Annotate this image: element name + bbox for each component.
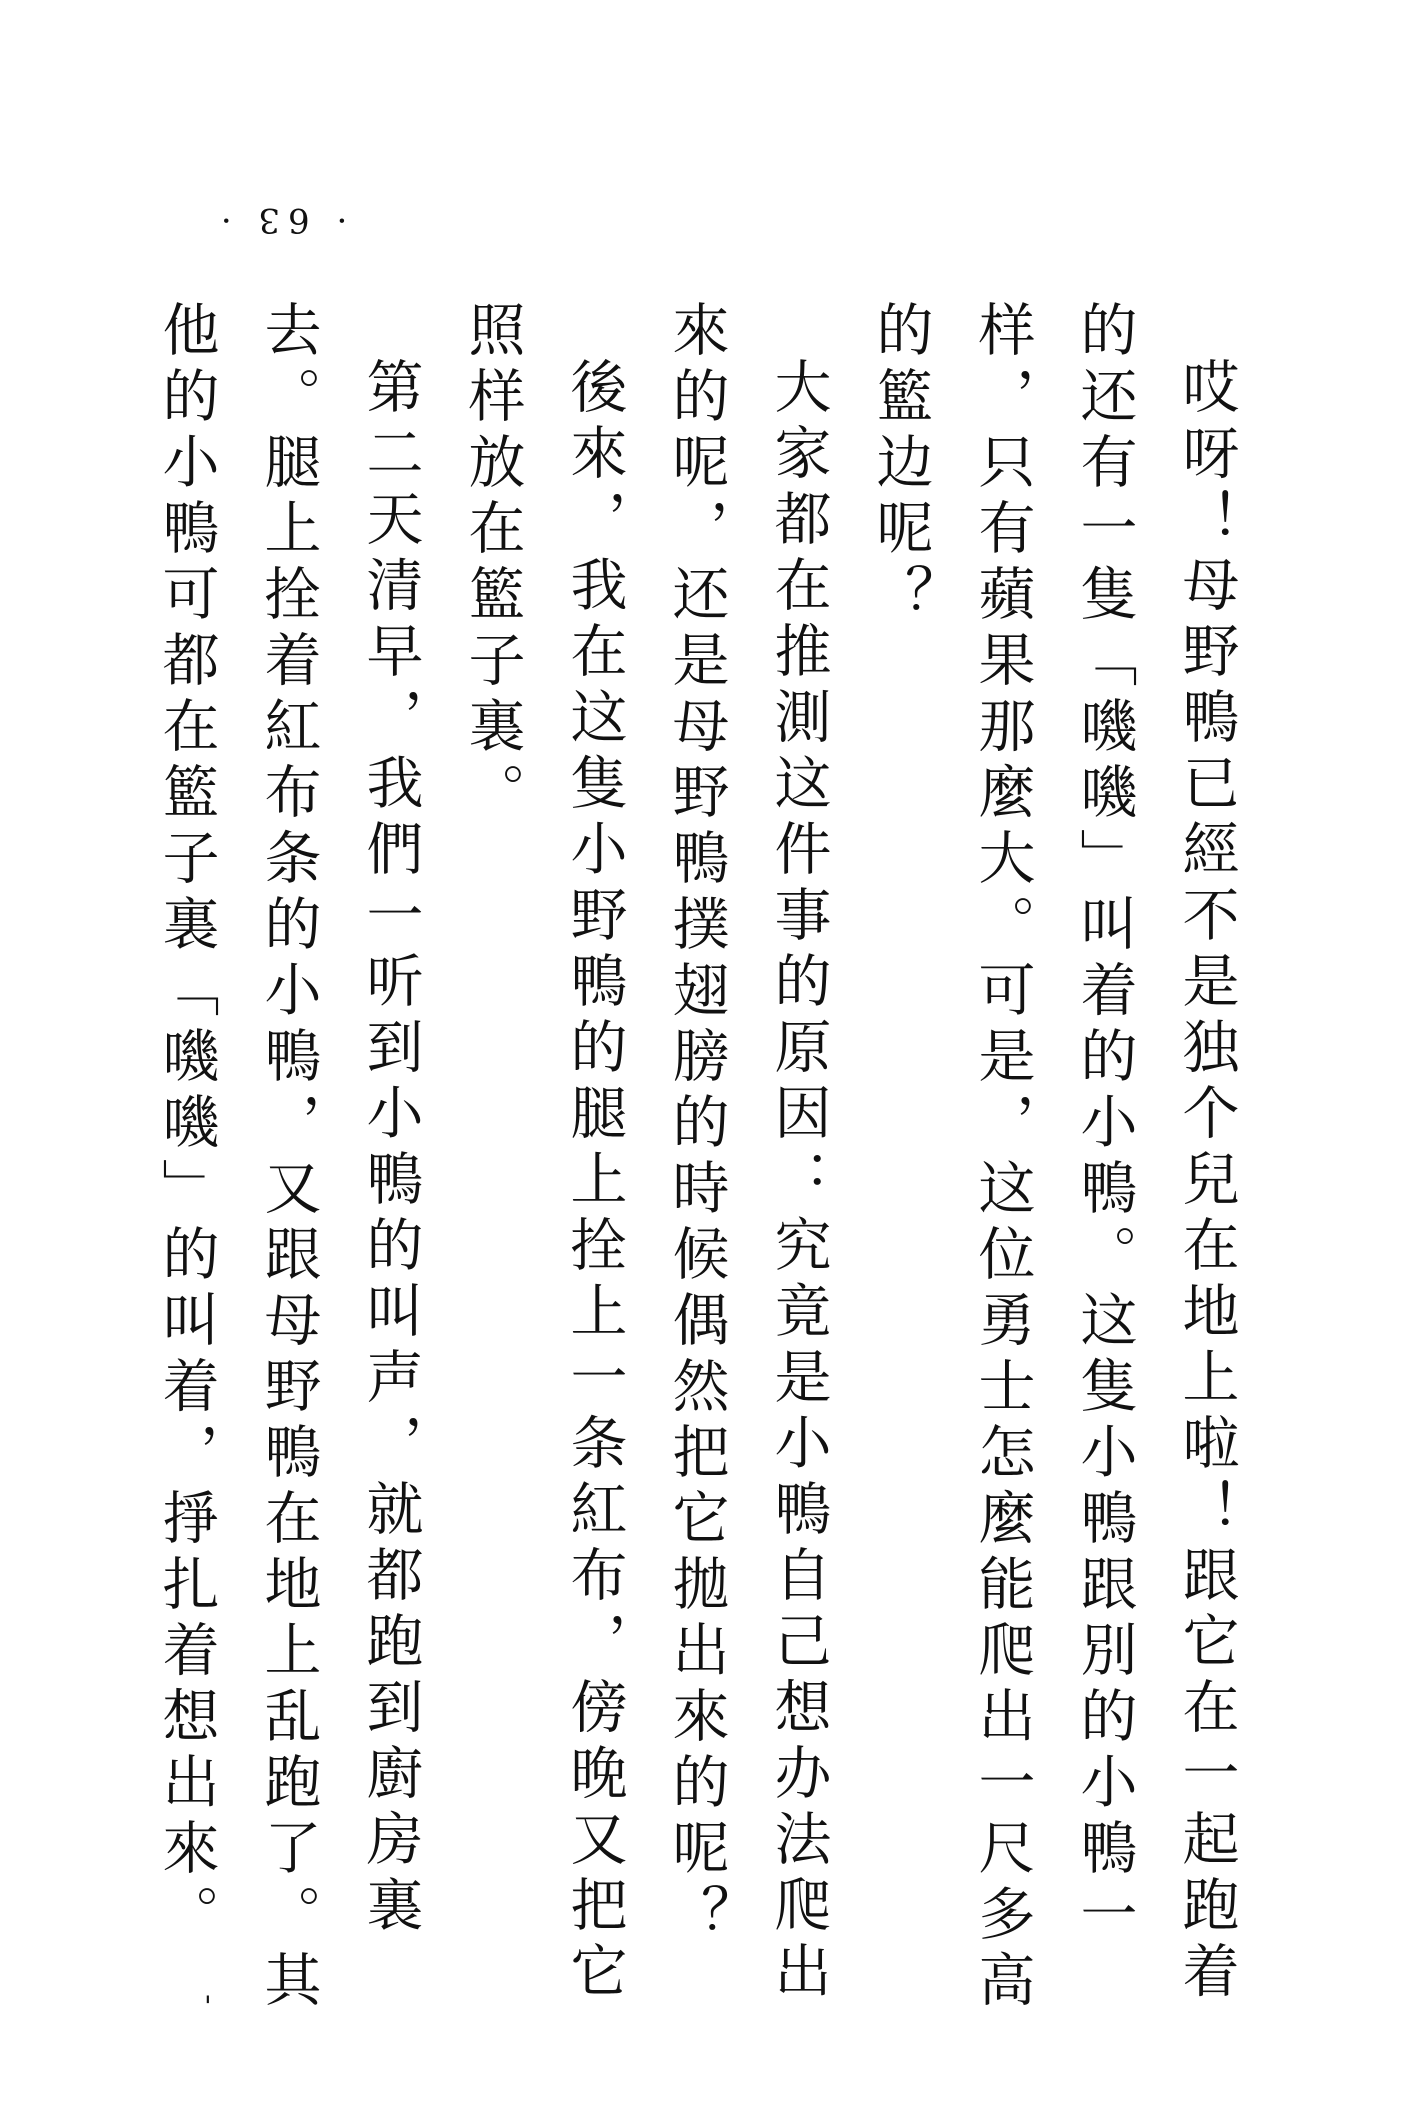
stray-mark: ' xyxy=(204,1990,212,2023)
paragraph: 大家都在推測这件事的原因：究竟是小鴨自己想办法爬出來的呢，还是母野鴨撲翅膀的時候偶然把它拋出來的呢？ xyxy=(663,300,831,2007)
paragraph: 後來，我在这隻小野鴨的腿上拴上一条紅布，傍晚又把它照样放在籃子裏。 xyxy=(459,300,627,2007)
page-number: · 63 · xyxy=(212,200,348,240)
paragraph: 第二天清早，我們一听到小鴨的叫声，就都跑到廚房裏去。腿上拴着紅布条的小鴨，又跟母野鴨在地上乱跑了。其他的小鴨可都在籃子裏「嘰嘰」的叫着，掙扎着想出來。 xyxy=(153,300,423,2016)
vertical-text-body xyxy=(135,300,1257,2060)
paragraph: 哎呀！母野鴨已經不是独个兒在地上啦！跟它在一起跑着的还有一隻「嘰嘰」叫着的小鴨。这隻小鴨跟別的小鴨一样，只有蘋果那麼大。可是，这位勇士怎麼能爬出一尺多高的籃边呢？ xyxy=(867,300,1239,2016)
